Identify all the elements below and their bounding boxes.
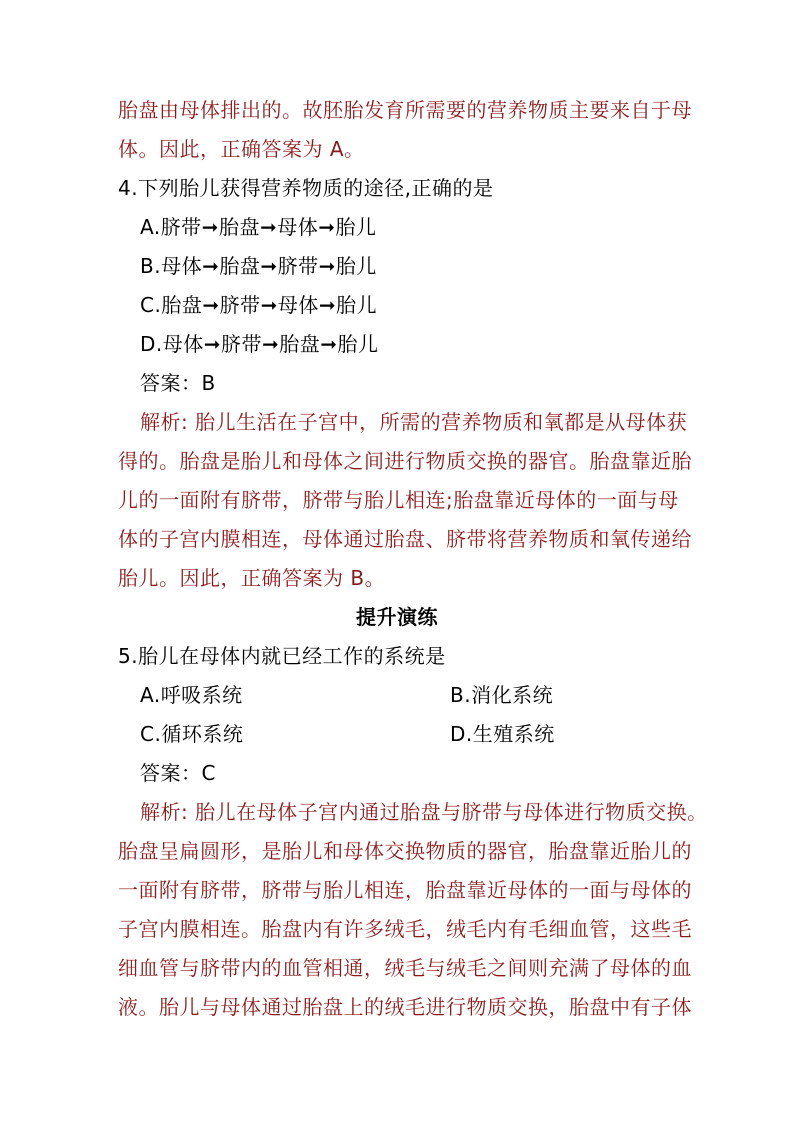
question-5-explanation-line: 子宫内膜相连。胎盘内有许多绒毛，绒毛内有毛细血管，这些毛 xyxy=(118,917,692,941)
question-4-explanation-line: 解析: 胎儿生活在子宫中，所需的营养物质和氧都是从母体获 xyxy=(140,410,688,434)
question-4-option-b: B.母体➞胎盘➞脐带➞胎儿 xyxy=(140,254,377,278)
question-4-explanation-line: 胎儿。因此，正确答案为 B。 xyxy=(118,566,386,590)
question-4-option-a: A.脐带➞胎盘➞母体➞胎儿 xyxy=(140,215,377,239)
question-5-explanation-line: 胎盘呈扁圆形，是胎儿和母体交换物质的器官，胎盘靠近胎儿的 xyxy=(118,839,692,863)
question-5-explanation-line: 细血管与脐带内的血管相通，绒毛与绒毛之间则充满了母体的血 xyxy=(118,956,692,980)
question-4-stem: 4.下列胎儿获得营养物质的途径,正确的是 xyxy=(118,176,494,200)
question-5-answer: 答案：C xyxy=(140,761,216,785)
explanation-line: 胎盘由母体排出的。故胚胎发育所需要的营养物质主要来自于母 xyxy=(118,98,692,122)
question-5-option-c: C.循环系统 xyxy=(140,722,244,746)
question-5-explanation-line: 解析: 胎儿在母体子宫内通过胎盘与脐带与母体进行物质交换。 xyxy=(140,800,708,824)
explanation-line: 体。因此，正确答案为 A。 xyxy=(118,137,365,161)
question-4-explanation-line: 得的。胎盘是胎儿和母体之间进行物质交换的器官。胎盘靠近胎 xyxy=(118,449,692,473)
question-5-explanation-line: 液。胎儿与母体通过胎盘上的绒毛进行物质交换，胎盘中有子体 xyxy=(118,995,692,1019)
question-4-option-d: D.母体➞脐带➞胎盘➞胎儿 xyxy=(140,332,379,356)
question-5-option-b: B.消化系统 xyxy=(450,683,554,707)
question-5-option-a: A.呼吸系统 xyxy=(140,683,243,707)
question-4-option-c: C.胎盘➞脐带➞母体➞胎儿 xyxy=(140,293,378,317)
question-5-stem: 5.胎儿在母体内就已经工作的系统是 xyxy=(118,644,446,668)
section-heading: 提升演练 xyxy=(356,605,438,629)
question-5-explanation-line: 一面附有脐带，脐带与胎儿相连，胎盘靠近母体的一面与母体的 xyxy=(118,878,692,902)
question-4-answer: 答案：B xyxy=(140,371,216,395)
question-4-explanation-line: 体的子宫内膜相连，母体通过胎盘、脐带将营养物质和氧传递给 xyxy=(118,527,692,551)
question-5-option-d: D.生殖系统 xyxy=(450,722,555,746)
question-4-explanation-line: 儿的一面附有脐带，脐带与胎儿相连;胎盘靠近母体的一面与母 xyxy=(118,488,679,512)
